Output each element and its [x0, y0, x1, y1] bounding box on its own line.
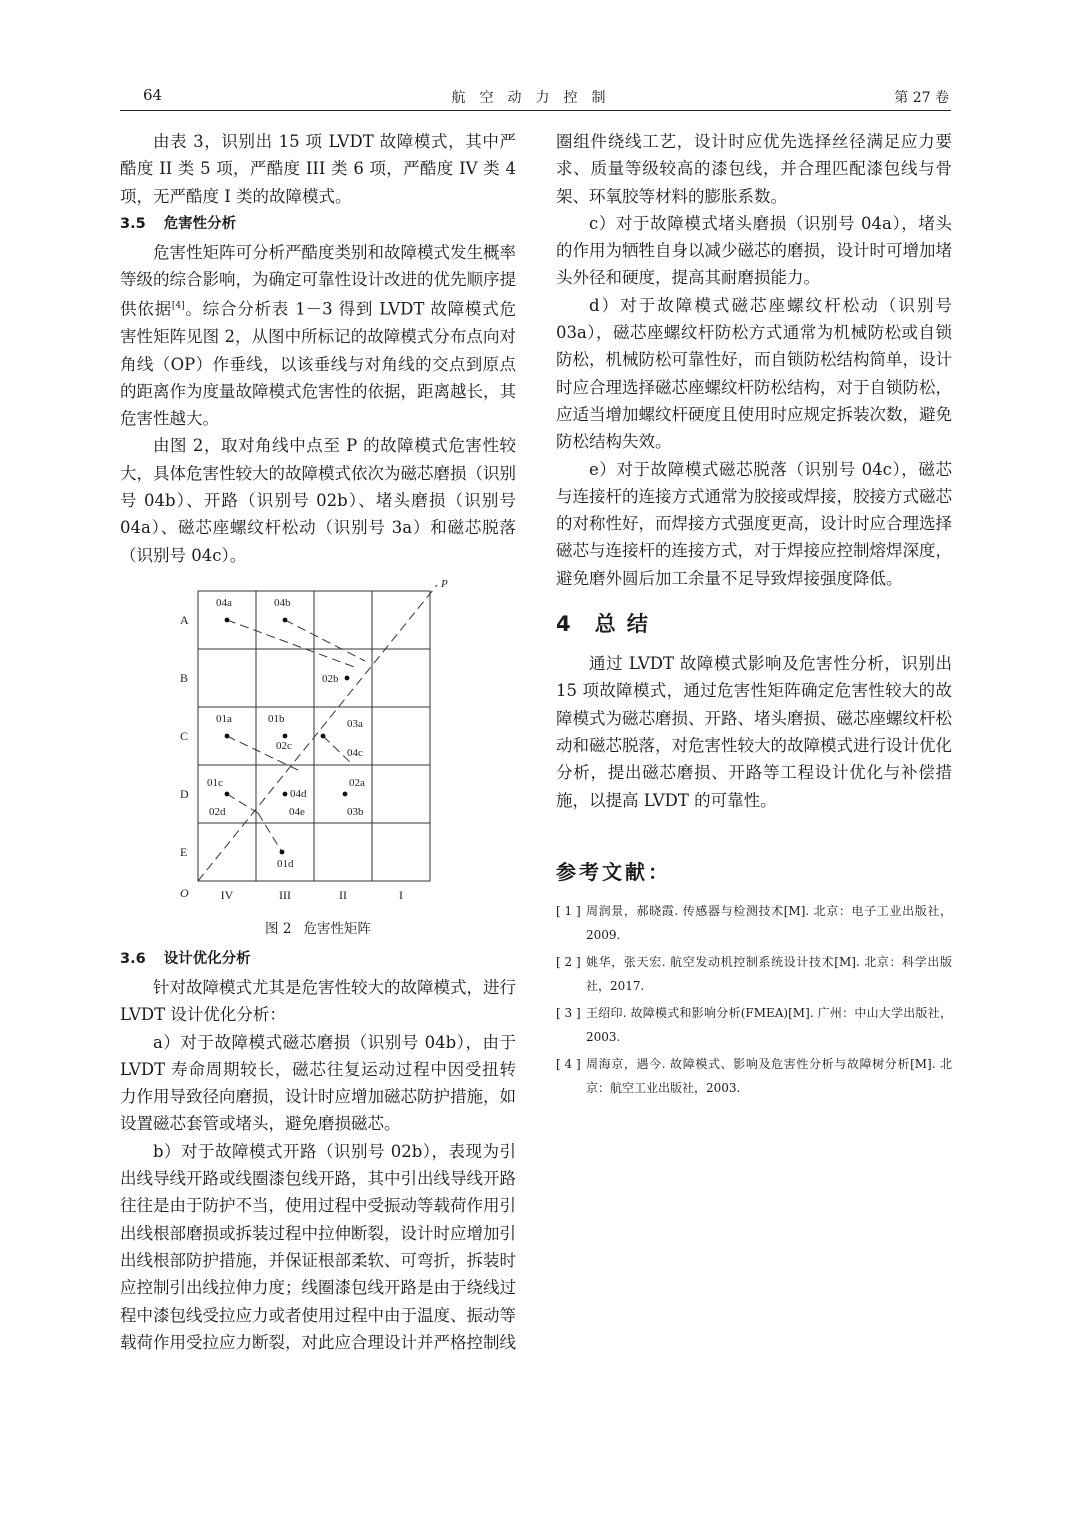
paragraph: 由表 3，识别出 15 项 LVDT 故障模式，其中严酷度 II 类 5 项，严酷度 III 类 6 项，严酷度 IV 类 4 项，无严酷度 I 类的故障模式。 — [120, 132, 516, 206]
reference-text: 周润景，郝晓霞. 传感器与检测技术[M]. 北京：电子工业出版社，2009. — [586, 903, 952, 942]
paragraph: a）对于故障模式磁芯磨损（识别号 04b），由于 LVDT 寿命周期较长，磁芯往复运动过程中因受扭转力作用导致径向磨损，设计时应增加磁芯防护措施，如设置磁芯套管或堵头，避免磨损磁芯。 — [120, 1032, 516, 1134]
column-label: III — [279, 887, 291, 902]
criticality-matrix-figure — [120, 575, 516, 915]
figure-caption — [120, 917, 516, 937]
reference-item — [556, 950, 952, 998]
paragraph: c）对于故障模式堵头磨损（识别号 04a），堵头的作用为牺牲自身以减少磁芯的磨损，设计时可增加堵头外径和硬度，提高其耐磨损能力。 — [556, 213, 952, 288]
paragraph — [120, 239, 516, 433]
point-label: 02c — [276, 739, 292, 752]
point-label: 04c — [347, 746, 363, 759]
point-label: 01b — [268, 712, 285, 725]
reference-item — [556, 1001, 952, 1049]
row-label: E — [180, 844, 188, 859]
section-number: 3.5 — [120, 215, 146, 232]
point-label: 04e — [289, 805, 305, 818]
reference-number: [ 2 ] — [556, 954, 581, 969]
point-01d — [280, 850, 285, 855]
volume-label: 第 27 卷 — [894, 90, 949, 106]
point-01a — [225, 734, 230, 739]
column-label: IV — [220, 887, 234, 902]
point-01b — [283, 734, 288, 739]
point-03a — [321, 734, 326, 739]
citation-ref[interactable]: [4] — [171, 301, 185, 312]
point-04d — [283, 792, 288, 797]
left-column — [120, 128, 516, 1356]
diagonal-op — [198, 585, 437, 881]
point-01c — [225, 792, 230, 797]
point-label: 03b — [347, 805, 364, 818]
corner-label-p: P — [441, 577, 448, 590]
origin-label: O — [180, 885, 189, 900]
reference-number: [ 3 ] — [556, 1005, 581, 1020]
row-label: A — [180, 612, 189, 627]
section-title: 危害性分析 — [163, 215, 237, 232]
section-title: 设计优化分析 — [163, 950, 251, 967]
header-rule — [120, 110, 951, 111]
reference-number: [ 1 ] — [556, 903, 581, 918]
perpendicular-04b — [285, 620, 365, 661]
paragraph: 由图 2，取对角线中点至 P 的故障模式危害性较大，具体危害性较大的故障模式依次为磁芯磨损（识别号 04b）、开路（识别号 02b）、堵头磨损（识别号 04a）、磁芯座螺纹杆松动（识别号 3a）和磁芯脱落（识别号 04c）。 — [120, 436, 516, 565]
reference-item — [556, 899, 952, 947]
perpendicular-01d — [258, 813, 282, 852]
page-number: 64 — [143, 86, 163, 104]
reference-list — [556, 899, 952, 1100]
paragraph: 圈组件绕线工艺，设计时应优先选择丝径满足应力要求、质量等级较高的漆包线，并合理匹配漆包线与骨架、环氧胶等材料的膨胀系数。 — [556, 132, 952, 206]
dashed-lines — [198, 585, 437, 881]
reference-text: 王绍印. 故障模式和影响分析(FMEA)[M]. 广州：中山大学出版社，2003. — [586, 1005, 952, 1044]
point-label: 01d — [277, 857, 294, 870]
caption-number: 图 2 — [265, 920, 292, 937]
paragraph: d）对于故障模式磁芯座螺纹杆松动（识别号 03a），磁芯座螺纹杆防松方式通常为机械防松或自锁防松，机械防松可靠性好，而自锁防松结构简单，设计时应合理选择磁芯座螺纹杆防松结构，对于自锁防松，应适当增加螺纹杆硬度且使用时应规定拆装次数，避免防松结构失效。 — [556, 295, 952, 452]
paragraph-text: 危害性矩阵可分析严酷度类别和故障模式发生概率等级的综合影响，为确定可靠性设计改进的优先顺序提供依据 — [120, 242, 516, 319]
point-label: 03a — [347, 717, 363, 730]
paragraph: 针对故障模式尤其是危害性较大的故障模式，进行 LVDT 设计优化分析： — [120, 977, 516, 1025]
section-number: 3.6 — [120, 950, 146, 967]
caption-text: 危害性矩阵 — [303, 920, 371, 937]
point-label: 01c — [207, 776, 223, 789]
point-label: 04a — [216, 596, 232, 609]
point-label: 04d — [290, 787, 307, 800]
section-heading-3-6 — [120, 947, 516, 971]
paragraph-text: 。综合分析表 1－3 得到 LVDT 故障模式危害性矩阵见图 2，从图中所标记的故障模式分布点向对角线（OP）作垂线，以该垂线与对角线的交点到原点的距离作为度量故障模式危害性的依据，距离越长，其危害性越大。 — [120, 299, 516, 429]
point-04a — [225, 618, 230, 623]
reference-text: 周海京，遇今. 故障模式、影响及危害性分析与故障树分析[M]. 北京：航空工业出版社，2003. — [586, 1056, 952, 1095]
reference-number: [ 4 ] — [556, 1056, 581, 1071]
point-label: 01a — [216, 712, 232, 725]
paragraph: e）对于故障模式磁芯脱落（识别号 04c），磁芯与连接杆的连接方式通常为胶接或焊接，胶接方式磁芯的对称性好，而焊接方式强度更高，设计时应合理选择磁芯与连接杆的连接方式，对于焊接应控制熔焊深度，避免磨外圆后加工余量不足导致焊接强度降低。 — [556, 459, 952, 588]
point-labels — [207, 597, 365, 870]
point-label: 04b — [274, 596, 291, 609]
point-04b — [283, 618, 288, 623]
point-label: 02b — [322, 672, 339, 685]
page-header — [120, 84, 951, 110]
point-label: 02d — [209, 805, 226, 818]
perpendicular-04a — [227, 620, 357, 668]
perpendicular-01c — [227, 794, 258, 813]
paragraph: 通过 LVDT 故障模式影响及危害性分析，识别出 15 项故障模式，通过危害性矩阵确定危害性较大的故障模式为磁芯磨损、开路、堵头磨损、磁芯座螺纹杆松动和磁芯脱落，对危害性较大的故障模式进行设计优化分析，提出磁芯磨损、开路等工程设计优化与补偿措施，以提高 LVDT 的可靠性。 — [556, 654, 952, 810]
section-heading-4 — [556, 608, 952, 638]
row-label: D — [180, 786, 189, 801]
row-label: C — [180, 728, 189, 743]
reference-item — [556, 1052, 952, 1100]
point-label: 02a — [349, 776, 365, 789]
section-number: 4 — [556, 612, 573, 637]
references-heading: 参考文献： — [556, 859, 671, 884]
section-heading-3-5 — [120, 212, 516, 236]
criticality-matrix — [120, 575, 516, 915]
row-label: B — [180, 670, 189, 685]
journal-title: 航空动力控制 — [451, 90, 620, 106]
right-column — [556, 128, 952, 1103]
reference-text: 姚华，张天宏. 航空发动机控制系统设计技术[M]. 北京：科学出版社，2017. — [586, 954, 952, 993]
paragraph: b）对于故障模式开路（识别号 02b），表现为引出线导线开路或线圈漆包线开路，其中引出线导线开路往往是由于防护不当，使用过程中受振动等载荷作用引出线根部磨损或拆装过程中拉伸断裂，设计时应增加引出线根部防护措施，并保证根部柔软、可弯折，拆装时应控制引出线拉伸力度；线圈漆包线开路是由于绕线过程中漆包线受拉应力或者使用过程中由于温度、振动等载荷作用受拉应力断裂，对此应合理设计并严格控制线 — [120, 1141, 516, 1352]
column-label: II — [339, 887, 347, 902]
point-02b — [345, 676, 350, 681]
column-label: I — [399, 887, 403, 902]
point-02a — [343, 792, 348, 797]
failure-mode-points — [225, 618, 350, 855]
section-title: 总 结 — [594, 612, 650, 637]
